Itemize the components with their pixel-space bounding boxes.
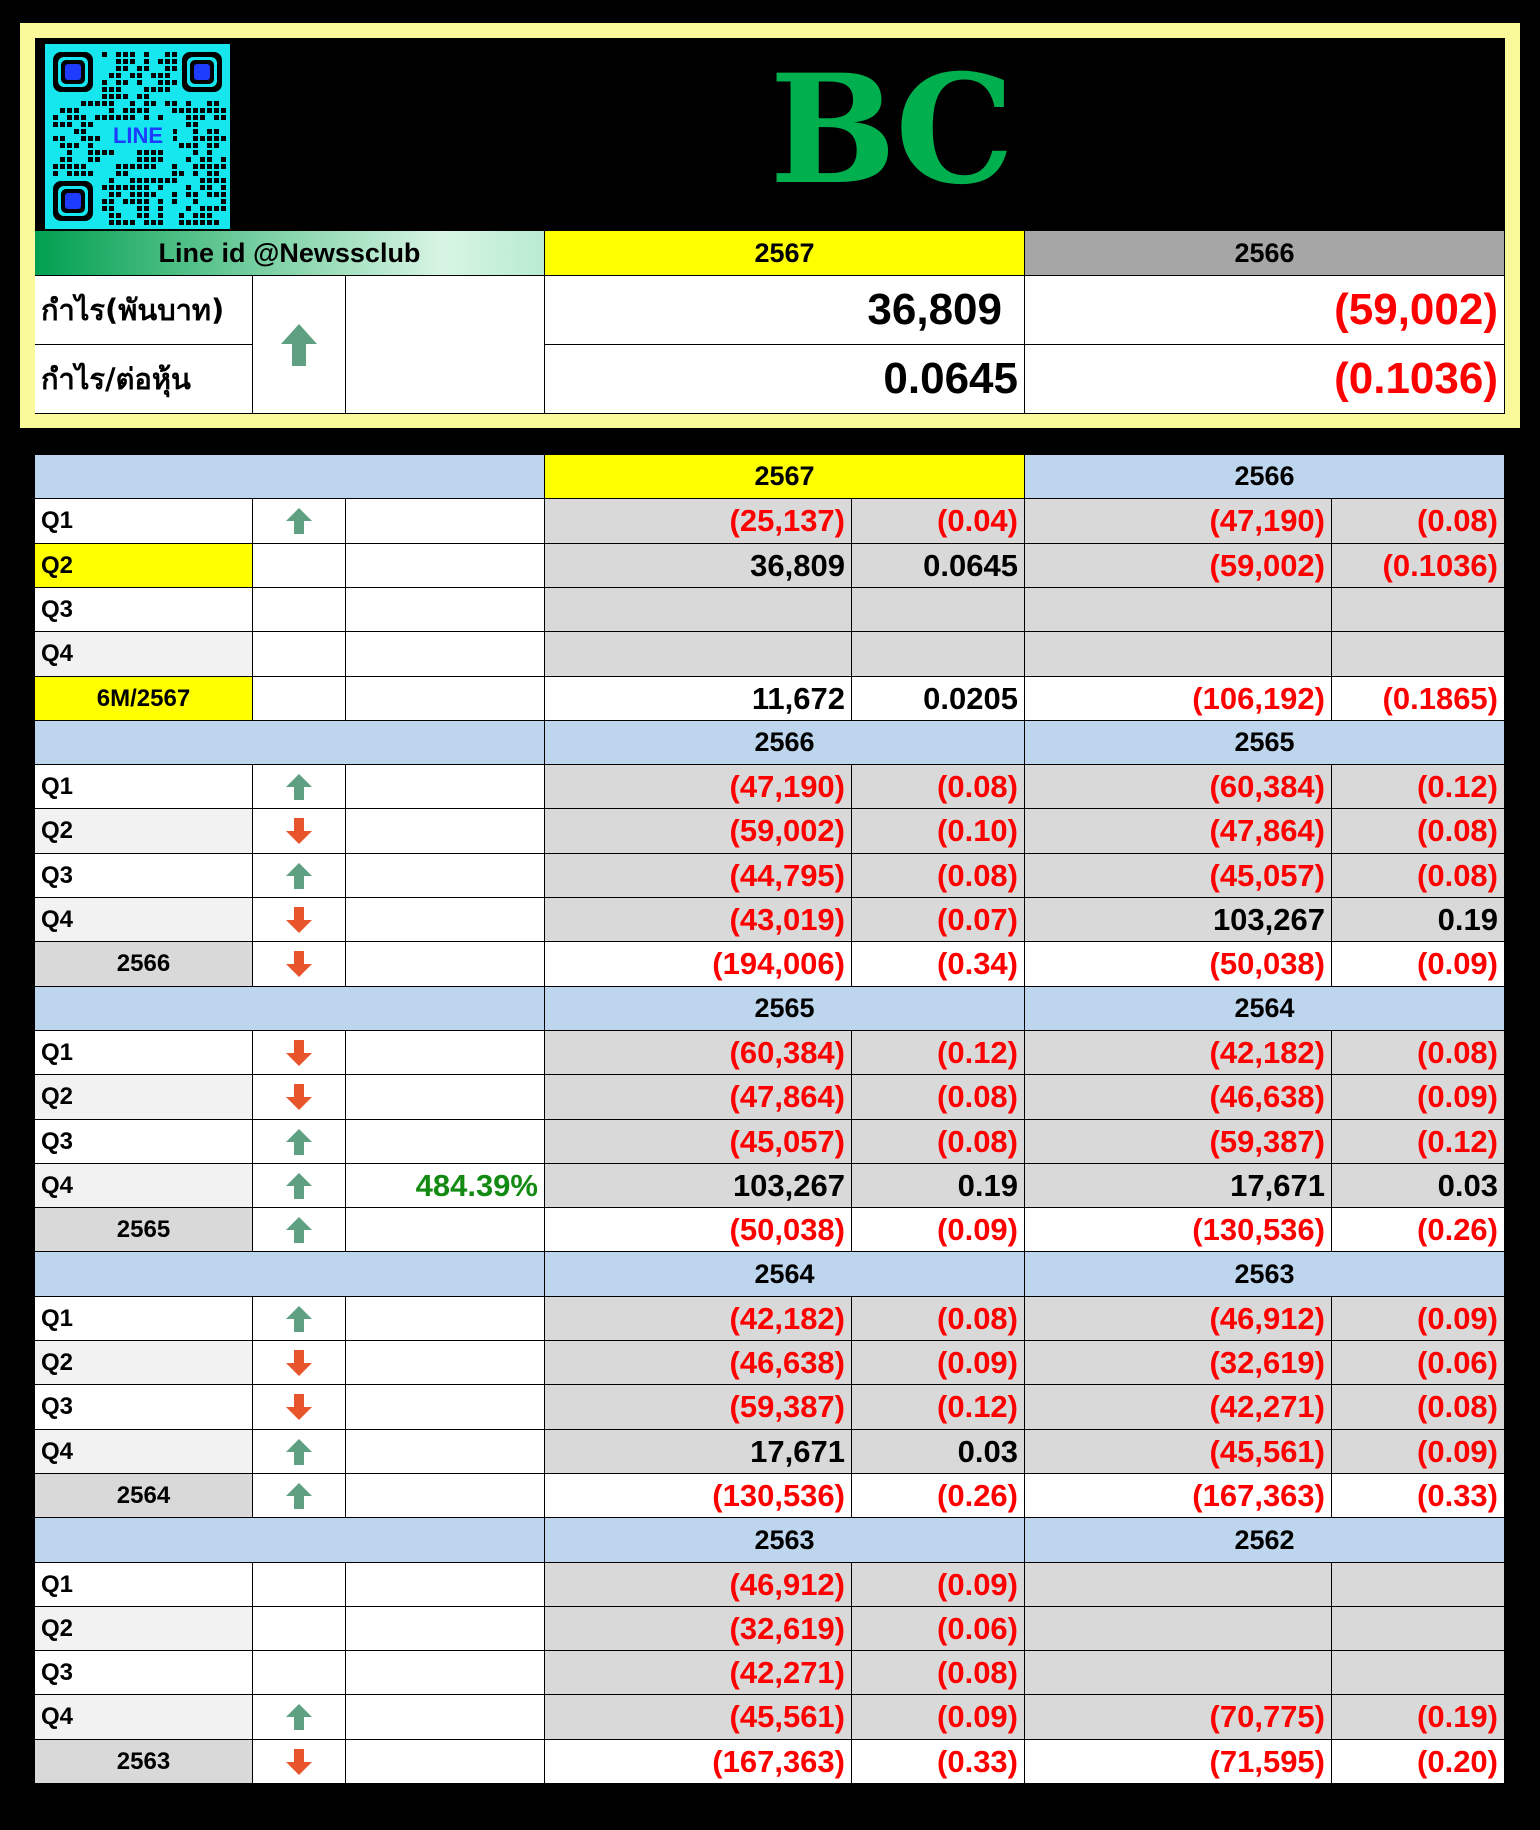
eps-current: 0.0645 bbox=[852, 544, 1025, 588]
profit-current: (59,387) bbox=[545, 1385, 852, 1430]
quarter-label: Q3 bbox=[35, 588, 253, 632]
eps-current: (0.08) bbox=[852, 1120, 1025, 1164]
arrow-down-icon bbox=[284, 949, 314, 979]
profit-current: (25,137) bbox=[545, 499, 852, 544]
profit-current: (45,561) bbox=[545, 1695, 852, 1740]
eps-prev: (0.09) bbox=[1332, 942, 1505, 987]
trend-cell bbox=[253, 1341, 346, 1385]
quarter-label: Q2 bbox=[35, 1607, 253, 1651]
profit-prev bbox=[1025, 632, 1332, 677]
arrow-up-icon bbox=[284, 772, 314, 802]
profit-prev: 103,267 bbox=[1025, 898, 1332, 942]
trend-cell bbox=[253, 499, 346, 544]
arrow-up-icon bbox=[284, 1171, 314, 1201]
eps-current bbox=[852, 588, 1025, 632]
profit-prev: (71,595) bbox=[1025, 1740, 1332, 1784]
growth-percent bbox=[346, 1695, 545, 1740]
quarter-label: Q1 bbox=[35, 499, 253, 544]
quarter-label: Q2 bbox=[35, 809, 253, 854]
quarter-label: Q3 bbox=[35, 1120, 253, 1164]
profit-prev: (46,912) bbox=[1025, 1297, 1332, 1341]
quarter-label: Q1 bbox=[35, 1031, 253, 1075]
profit-current: 36,809 bbox=[545, 544, 852, 588]
arrow-down-icon bbox=[284, 1747, 314, 1777]
growth-percent bbox=[346, 854, 545, 898]
period-total-label: 6M/2567 bbox=[35, 677, 253, 721]
arrow-down-icon bbox=[284, 1392, 314, 1422]
arrow-up-icon bbox=[284, 1127, 314, 1157]
growth-percent bbox=[346, 499, 545, 544]
eps-prev: (0.09) bbox=[1332, 1430, 1505, 1474]
growth-percent bbox=[346, 1385, 545, 1430]
quarter-label: Q2 bbox=[35, 1075, 253, 1120]
growth-percent bbox=[346, 1740, 545, 1784]
trend-cell bbox=[253, 1474, 346, 1518]
header-trend-cell bbox=[253, 276, 346, 414]
quarter-label: Q1 bbox=[35, 1563, 253, 1607]
profit-current: (44,795) bbox=[545, 854, 852, 898]
quarter-label: Q2 bbox=[35, 544, 253, 588]
profit-prev: (45,057) bbox=[1025, 854, 1332, 898]
arrow-up-icon bbox=[284, 1304, 314, 1334]
arrow-down-icon bbox=[284, 1348, 314, 1378]
growth-percent bbox=[346, 632, 545, 677]
trend-cell bbox=[253, 588, 346, 632]
eps-prev bbox=[1332, 588, 1505, 632]
trend-cell bbox=[253, 544, 346, 588]
eps-current: (0.26) bbox=[852, 1474, 1025, 1518]
trend-cell bbox=[253, 942, 346, 987]
profit-current: (60,384) bbox=[545, 1031, 852, 1075]
period-total-label: 2564 bbox=[35, 1474, 253, 1518]
trend-cell bbox=[253, 1695, 346, 1740]
eps-current: 0.19 bbox=[852, 1164, 1025, 1208]
trend-cell bbox=[253, 1563, 346, 1607]
eps-current: (0.12) bbox=[852, 1031, 1025, 1075]
eps-current: (0.06) bbox=[852, 1607, 1025, 1651]
period-total-label: 2565 bbox=[35, 1208, 253, 1252]
growth-percent bbox=[346, 544, 545, 588]
section-year-b: 2562 bbox=[1025, 1518, 1505, 1563]
profit-current: (43,019) bbox=[545, 898, 852, 942]
arrow-up-icon bbox=[284, 861, 314, 891]
section-year-a: 2564 bbox=[545, 1252, 1025, 1297]
trend-cell bbox=[253, 1208, 346, 1252]
profit-prev: (59,387) bbox=[1025, 1120, 1332, 1164]
eps-current: (0.08) bbox=[852, 765, 1025, 809]
eps-current: (0.08) bbox=[852, 1297, 1025, 1341]
profit-current: (32,619) bbox=[545, 1607, 852, 1651]
quarter-label: Q4 bbox=[35, 1164, 253, 1208]
eps-current: (0.09) bbox=[852, 1695, 1025, 1740]
eps-current: (0.09) bbox=[852, 1208, 1025, 1252]
trend-cell bbox=[253, 1120, 346, 1164]
profit-current bbox=[545, 632, 852, 677]
growth-percent bbox=[346, 588, 545, 632]
trend-cell bbox=[253, 1740, 346, 1784]
line-id-label[interactable]: Line id @Newssclub bbox=[35, 231, 545, 276]
eps-prev bbox=[1332, 1651, 1505, 1695]
section-year-a: 2565 bbox=[545, 987, 1025, 1031]
header-eps-prev: (0.1036) bbox=[1025, 345, 1505, 414]
eps-current: (0.07) bbox=[852, 898, 1025, 942]
section-header-blank bbox=[35, 721, 545, 765]
arrow-up-icon bbox=[279, 322, 319, 368]
section-year-a: 2563 bbox=[545, 1518, 1025, 1563]
qr-line-label: LINE bbox=[112, 123, 164, 148]
growth-percent bbox=[346, 677, 545, 721]
profit-prev: (70,775) bbox=[1025, 1695, 1332, 1740]
trend-cell bbox=[253, 1607, 346, 1651]
growth-percent bbox=[346, 809, 545, 854]
eps-current: (0.08) bbox=[852, 1075, 1025, 1120]
eps-prev: (0.12) bbox=[1332, 1120, 1505, 1164]
eps-current: (0.04) bbox=[852, 499, 1025, 544]
profit-current: (167,363) bbox=[545, 1740, 852, 1784]
growth-percent bbox=[346, 942, 545, 987]
profit-prev: (60,384) bbox=[1025, 765, 1332, 809]
quarter-label: Q3 bbox=[35, 1385, 253, 1430]
eps-prev: (0.09) bbox=[1332, 1297, 1505, 1341]
growth-percent bbox=[346, 1651, 545, 1695]
eps-prev: (0.08) bbox=[1332, 809, 1505, 854]
section-year-a: 2567 bbox=[545, 455, 1025, 499]
eps-prev: (0.26) bbox=[1332, 1208, 1505, 1252]
trend-cell bbox=[253, 677, 346, 721]
header-blank-cell bbox=[346, 276, 545, 414]
arrow-up-icon bbox=[284, 506, 314, 536]
period-total-label: 2563 bbox=[35, 1740, 253, 1784]
profit-label: กำไร(พันบาท) bbox=[35, 276, 253, 345]
section-year-b: 2563 bbox=[1025, 1252, 1505, 1297]
quarter-label: Q4 bbox=[35, 898, 253, 942]
eps-current: (0.10) bbox=[852, 809, 1025, 854]
profit-prev: (47,864) bbox=[1025, 809, 1332, 854]
section-header-blank bbox=[35, 1252, 545, 1297]
profit-current: (46,912) bbox=[545, 1563, 852, 1607]
trend-cell bbox=[253, 1385, 346, 1430]
profit-prev: (59,002) bbox=[1025, 544, 1332, 588]
trend-cell bbox=[253, 854, 346, 898]
profit-current: (45,057) bbox=[545, 1120, 852, 1164]
profit-current: (130,536) bbox=[545, 1474, 852, 1518]
profit-prev: (50,038) bbox=[1025, 942, 1332, 987]
quarter-label: Q4 bbox=[35, 1695, 253, 1740]
eps-current: (0.08) bbox=[852, 854, 1025, 898]
growth-percent bbox=[346, 1430, 545, 1474]
profit-current: (42,271) bbox=[545, 1651, 852, 1695]
trend-cell bbox=[253, 898, 346, 942]
profit-prev: (106,192) bbox=[1025, 677, 1332, 721]
eps-current: (0.09) bbox=[852, 1341, 1025, 1385]
growth-percent bbox=[346, 1208, 545, 1252]
profit-current: (47,864) bbox=[545, 1075, 852, 1120]
quarter-label: Q3 bbox=[35, 854, 253, 898]
section-year-b: 2566 bbox=[1025, 455, 1505, 499]
header-profit-prev: (59,002) bbox=[1025, 276, 1505, 345]
trend-cell bbox=[253, 1031, 346, 1075]
growth-percent: 484.39% bbox=[346, 1164, 545, 1208]
profit-prev bbox=[1025, 1651, 1332, 1695]
eps-current: (0.34) bbox=[852, 942, 1025, 987]
eps-current: 0.03 bbox=[852, 1430, 1025, 1474]
section-header-blank bbox=[35, 455, 545, 499]
section-header-blank bbox=[35, 987, 545, 1031]
profit-prev: (130,536) bbox=[1025, 1208, 1332, 1252]
period-total-label: 2566 bbox=[35, 942, 253, 987]
growth-percent bbox=[346, 765, 545, 809]
profit-current: 17,671 bbox=[545, 1430, 852, 1474]
profit-prev bbox=[1025, 588, 1332, 632]
eps-prev bbox=[1332, 1563, 1505, 1607]
eps-prev: 0.03 bbox=[1332, 1164, 1505, 1208]
eps-current: (0.08) bbox=[852, 1651, 1025, 1695]
growth-percent bbox=[346, 1563, 545, 1607]
eps-current bbox=[852, 632, 1025, 677]
quarterly-results-table bbox=[35, 455, 1505, 1784]
quarter-label: Q2 bbox=[35, 1341, 253, 1385]
growth-percent bbox=[346, 1297, 545, 1341]
trend-cell bbox=[253, 809, 346, 854]
quarter-label: Q3 bbox=[35, 1651, 253, 1695]
arrow-down-icon bbox=[284, 816, 314, 846]
trend-cell bbox=[253, 632, 346, 677]
trend-cell bbox=[253, 1430, 346, 1474]
eps-current: 0.0205 bbox=[852, 677, 1025, 721]
growth-percent bbox=[346, 1474, 545, 1518]
eps-prev: (0.1865) bbox=[1332, 677, 1505, 721]
trend-cell bbox=[253, 765, 346, 809]
profit-current: 103,267 bbox=[545, 1164, 852, 1208]
trend-cell bbox=[253, 1075, 346, 1120]
section-header-blank bbox=[35, 1518, 545, 1563]
profit-current: (59,002) bbox=[545, 809, 852, 854]
arrow-up-icon bbox=[284, 1437, 314, 1467]
eps-prev: (0.06) bbox=[1332, 1341, 1505, 1385]
eps-prev: (0.08) bbox=[1332, 1031, 1505, 1075]
quarter-label: Q1 bbox=[35, 1297, 253, 1341]
growth-percent bbox=[346, 1341, 545, 1385]
section-year-a: 2566 bbox=[545, 721, 1025, 765]
header-year-prev: 2566 bbox=[1025, 231, 1505, 276]
arrow-down-icon bbox=[284, 1082, 314, 1112]
trend-cell bbox=[253, 1297, 346, 1341]
arrow-up-icon bbox=[284, 1215, 314, 1245]
profit-prev: (42,271) bbox=[1025, 1385, 1332, 1430]
profit-prev bbox=[1025, 1563, 1332, 1607]
growth-percent bbox=[346, 1031, 545, 1075]
section-year-b: 2564 bbox=[1025, 987, 1505, 1031]
trend-cell bbox=[253, 1651, 346, 1695]
growth-percent bbox=[346, 1075, 545, 1120]
profit-prev bbox=[1025, 1607, 1332, 1651]
arrow-down-icon bbox=[284, 905, 314, 935]
eps-prev: (0.08) bbox=[1332, 499, 1505, 544]
arrow-down-icon bbox=[284, 1038, 314, 1068]
eps-prev: (0.12) bbox=[1332, 765, 1505, 809]
eps-prev: (0.20) bbox=[1332, 1740, 1505, 1784]
profit-current: (50,038) bbox=[545, 1208, 852, 1252]
eps-prev: 0.19 bbox=[1332, 898, 1505, 942]
profit-prev: 17,671 bbox=[1025, 1164, 1332, 1208]
line-qr-code[interactable] bbox=[45, 44, 230, 229]
eps-prev: (0.09) bbox=[1332, 1075, 1505, 1120]
eps-prev: (0.1036) bbox=[1332, 544, 1505, 588]
profit-prev: (42,182) bbox=[1025, 1031, 1332, 1075]
profit-current bbox=[545, 588, 852, 632]
quarter-label: Q4 bbox=[35, 1430, 253, 1474]
quarter-label: Q4 bbox=[35, 632, 253, 677]
header-profit-current: 36,809 bbox=[545, 276, 1025, 345]
growth-percent bbox=[346, 1120, 545, 1164]
profit-current: (42,182) bbox=[545, 1297, 852, 1341]
profit-current: (46,638) bbox=[545, 1341, 852, 1385]
growth-percent bbox=[346, 1607, 545, 1651]
profit-prev: (32,619) bbox=[1025, 1341, 1332, 1385]
trend-cell bbox=[253, 1164, 346, 1208]
arrow-up-icon bbox=[284, 1481, 314, 1511]
profit-prev: (45,561) bbox=[1025, 1430, 1332, 1474]
arrow-up-icon bbox=[284, 1702, 314, 1732]
eps-prev bbox=[1332, 1607, 1505, 1651]
quarter-label: Q1 bbox=[35, 765, 253, 809]
eps-prev bbox=[1332, 632, 1505, 677]
section-year-b: 2565 bbox=[1025, 721, 1505, 765]
stock-symbol-title: BC bbox=[769, 42, 1011, 218]
eps-current: (0.09) bbox=[852, 1563, 1025, 1607]
eps-current: (0.12) bbox=[852, 1385, 1025, 1430]
profit-current: (194,006) bbox=[545, 942, 852, 987]
eps-prev: (0.33) bbox=[1332, 1474, 1505, 1518]
profit-prev: (46,638) bbox=[1025, 1075, 1332, 1120]
growth-percent bbox=[346, 898, 545, 942]
profit-prev: (167,363) bbox=[1025, 1474, 1332, 1518]
profit-current: (47,190) bbox=[545, 765, 852, 809]
eps-label: กำไร/ต่อหุ้น bbox=[35, 345, 253, 414]
profit-prev: (47,190) bbox=[1025, 499, 1332, 544]
eps-prev: (0.19) bbox=[1332, 1695, 1505, 1740]
profit-current: 11,672 bbox=[545, 677, 852, 721]
eps-prev: (0.08) bbox=[1332, 854, 1505, 898]
eps-prev: (0.08) bbox=[1332, 1385, 1505, 1430]
header-year-current: 2567 bbox=[545, 231, 1025, 276]
eps-current: (0.33) bbox=[852, 1740, 1025, 1784]
header-eps-current: 0.0645 bbox=[545, 345, 1025, 414]
